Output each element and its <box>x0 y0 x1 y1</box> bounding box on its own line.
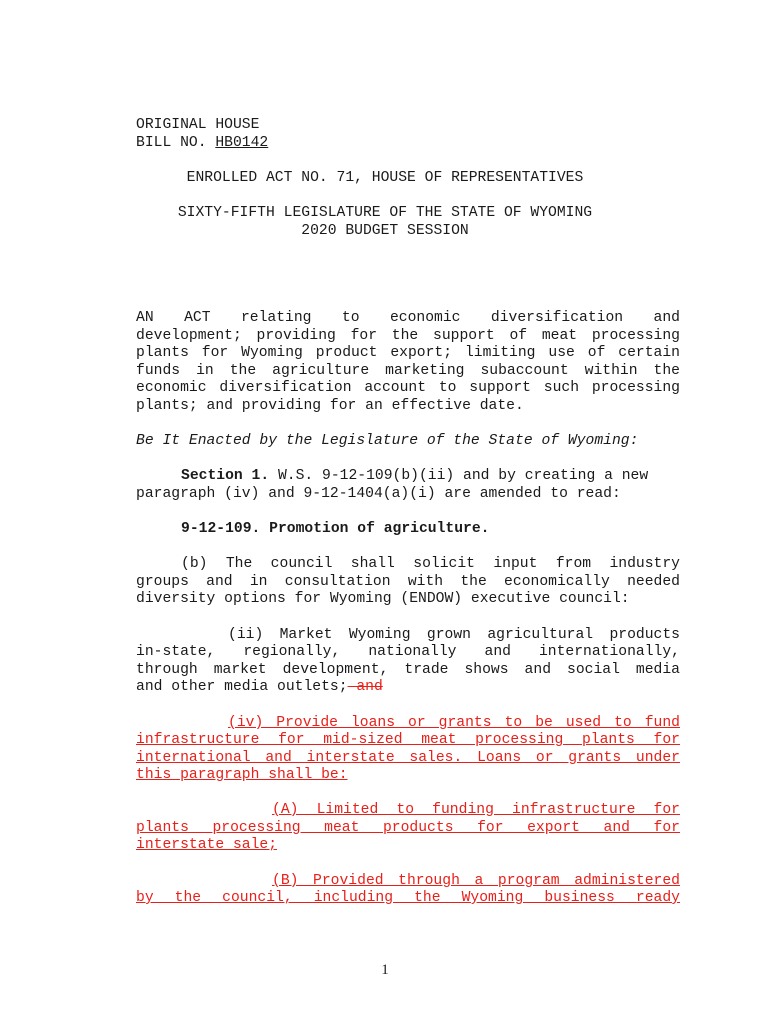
section1-line2: paragraph (iv) and 9-12-1404(a)(i) are amended to read: <box>136 486 621 502</box>
act-title-line: plants; and providing for an effective date. <box>136 398 524 414</box>
act-title-line: economic diversification account to support such processing <box>136 380 680 396</box>
subsection-b-line: (b) The council shall solicit input from industry <box>181 556 680 572</box>
bill-number-prefix: BILL NO. <box>136 135 216 151</box>
subparagraph-a-line: interstate sale; <box>136 837 278 853</box>
subparagraph-a-line: plants processing meat products for export and for <box>136 820 680 836</box>
act-title-line: plants for Wyoming product export; limiting use of certain <box>136 345 680 361</box>
section1-label: Section 1. <box>181 468 270 484</box>
paragraph-ii-last-line <box>136 679 383 697</box>
page-number: 1 <box>381 962 389 978</box>
act-title-line: funds in the agriculture marketing subaccount within the <box>136 363 680 379</box>
paragraph-iv-line: international and interstate sales. Loans or grants under <box>136 750 680 766</box>
paragraph-ii-line: (ii) Market Wyoming grown agricultural products <box>228 627 680 643</box>
original-house-label: ORIGINAL HOUSE <box>136 117 260 133</box>
bill-number-line <box>136 135 268 153</box>
act-title-line: development; providing for the support of meat processing <box>136 328 680 344</box>
subparagraph-b-line: (B) Provided through a program administered <box>272 873 680 889</box>
paragraph-ii-line: in-state, regionally, nationally and internationally, <box>136 644 680 660</box>
struck-text: and <box>347 679 383 695</box>
legislature-line: SIXTY-FIFTH LEGISLATURE OF THE STATE OF WYOMING <box>177 205 593 221</box>
enrolled-act-line: ENROLLED ACT NO. 71, HOUSE OF REPRESENTATIVES <box>186 170 584 186</box>
session-line: 2020 BUDGET SESSION <box>301 223 469 239</box>
enacting-clause: Be It Enacted by the Legislature of the State of Wyoming: <box>136 433 639 449</box>
paragraph-iv-line: this paragraph shall be: <box>136 767 348 783</box>
subparagraph-a-line: (A) Limited to funding infrastructure for <box>272 802 680 818</box>
paragraph-ii-line: through market development, trade shows and social media <box>136 662 680 678</box>
subsection-b-line: groups and in consultation with the economically needed <box>136 574 680 590</box>
paragraph-ii-text: and other media outlets; <box>136 679 348 695</box>
subparagraph-b-line: by the council, including the Wyoming business ready <box>136 890 680 906</box>
bill-number: HB0142 <box>215 135 269 151</box>
statute-heading: 9-12-109. Promotion of agriculture. <box>181 521 490 537</box>
act-title-line: AN ACT relating to economic diversification and <box>136 310 680 326</box>
subsection-b-line: diversity options for Wyoming (ENDOW) executive council: <box>136 591 630 607</box>
paragraph-iv-line: (iv) Provide loans or grants to be used to fund <box>228 715 680 731</box>
section1-text: W.S. 9-12-109(b)(ii) and by creating a new <box>269 468 649 484</box>
paragraph-iv-line: infrastructure for mid-sized meat processing plants for <box>136 732 680 748</box>
section1-line <box>181 468 648 486</box>
